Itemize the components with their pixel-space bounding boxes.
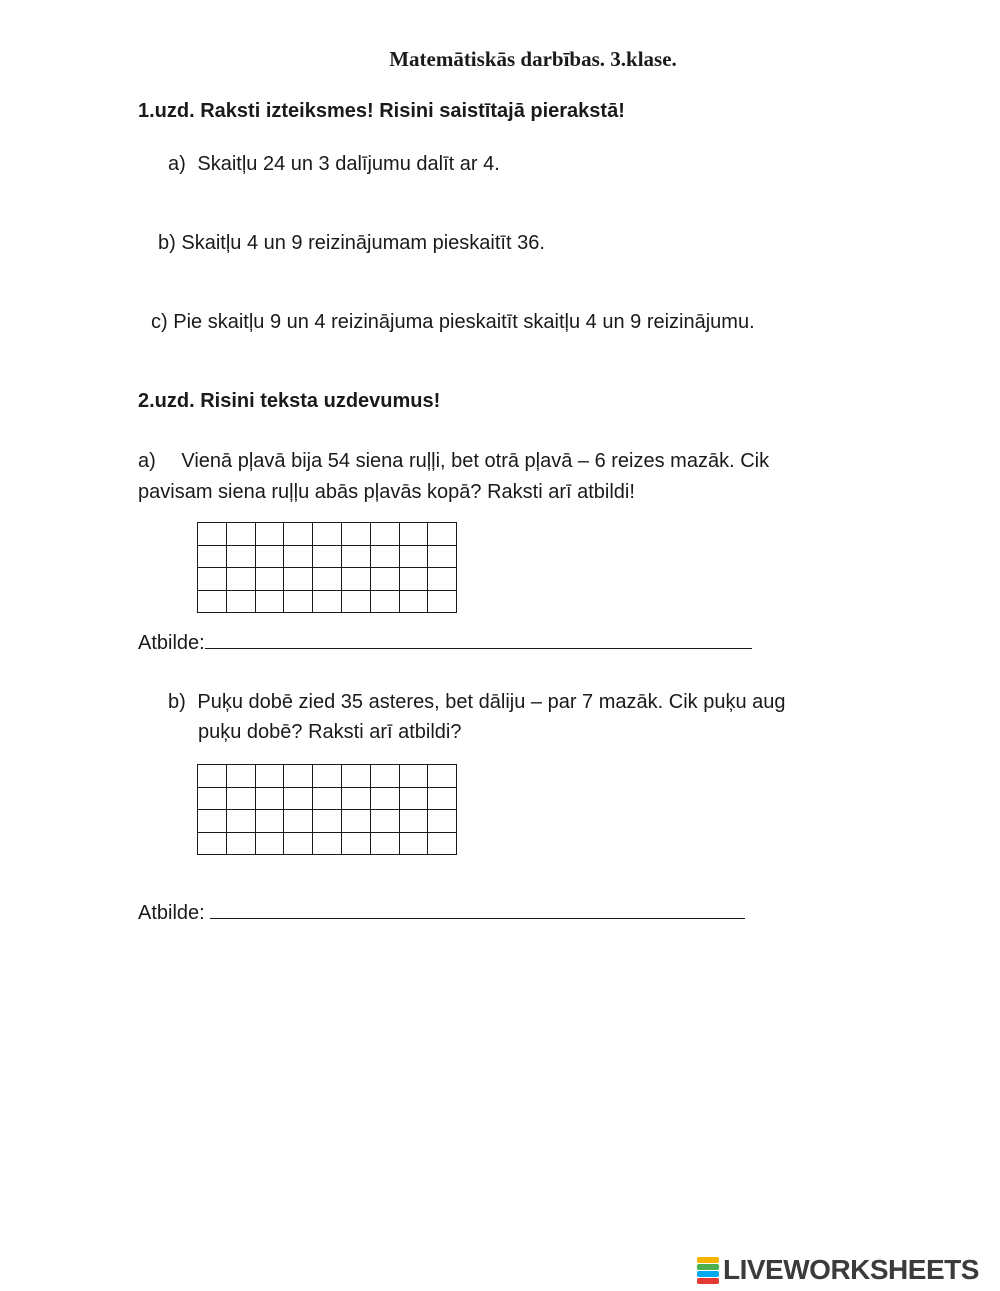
grid-cell[interactable] — [370, 832, 399, 855]
grid-cell[interactable] — [198, 523, 227, 546]
grid-row — [198, 568, 457, 591]
grid-cell[interactable] — [399, 590, 428, 613]
task2-a-line1-text: Vienā pļavā bija 54 siena ruļļi, bet otrā pļavā – 6 reizes mazāk. Cik — [181, 450, 770, 472]
grid-cell[interactable] — [341, 545, 370, 568]
answer-a-line[interactable] — [205, 648, 752, 649]
logo-block-4 — [697, 1278, 719, 1284]
task2-a-line2: pavisam siena ruļļu abās pļavās kopā? Raksti arī atbildi! — [138, 481, 635, 503]
grid-cell[interactable] — [313, 523, 342, 546]
task2-b-line1-text: Puķu dobē zied 35 asteres, bet dāliju – par 7 mazāk. Cik puķu aug — [197, 691, 786, 713]
grid-cell[interactable] — [399, 523, 428, 546]
grid-cell[interactable] — [313, 545, 342, 568]
logo-block-3 — [697, 1271, 719, 1277]
grid-cell[interactable] — [313, 787, 342, 810]
grid-cell[interactable] — [226, 787, 255, 810]
grid-cell[interactable] — [255, 568, 284, 591]
grid-cell[interactable] — [370, 523, 399, 546]
grid-cell[interactable] — [255, 545, 284, 568]
grid-cell[interactable] — [198, 765, 227, 788]
page-title: Matemātiskās darbības. 3.klase. — [389, 47, 677, 71]
grid-cell[interactable] — [370, 590, 399, 613]
grid-cell[interactable] — [198, 810, 227, 833]
grid-cell[interactable] — [313, 765, 342, 788]
grid-row — [198, 787, 457, 810]
grid-cell[interactable] — [198, 590, 227, 613]
grid-cell[interactable] — [198, 545, 227, 568]
grid-cell[interactable] — [428, 787, 457, 810]
answer-b-label: Atbilde: — [138, 902, 211, 924]
logo-block-2 — [697, 1264, 719, 1270]
grid-cell[interactable] — [313, 568, 342, 591]
task2-b-line1 — [168, 691, 786, 714]
grid-cell[interactable] — [284, 765, 313, 788]
grid-cell[interactable] — [428, 590, 457, 613]
grid-cell[interactable] — [226, 545, 255, 568]
grid-cell[interactable] — [313, 810, 342, 833]
grid-cell[interactable] — [370, 545, 399, 568]
task2-b-line2: puķu dobē? Raksti arī atbildi? — [198, 721, 462, 743]
grid-cell[interactable] — [341, 765, 370, 788]
answer-a — [138, 632, 752, 655]
task2-heading: 2.uzd. Risini teksta uzdevumus! — [138, 390, 441, 412]
grid-row — [198, 810, 457, 833]
grid-row — [198, 523, 457, 546]
grid-row — [198, 832, 457, 855]
grid-cell[interactable] — [284, 545, 313, 568]
grid-cell[interactable] — [226, 832, 255, 855]
task1-item-b-text: Skaitļu 4 un 9 reizinājumam pieskaitīt 36. — [181, 232, 545, 254]
grid-cell[interactable] — [284, 523, 313, 546]
task1-item-b — [158, 232, 545, 255]
grid-cell[interactable] — [284, 787, 313, 810]
grid-cell[interactable] — [341, 590, 370, 613]
grid-cell[interactable] — [255, 765, 284, 788]
grid-cell[interactable] — [370, 810, 399, 833]
grid-cell[interactable] — [341, 523, 370, 546]
grid-row — [198, 765, 457, 788]
grid-cell[interactable] — [313, 832, 342, 855]
grid-cell[interactable] — [226, 590, 255, 613]
grid-cell[interactable] — [399, 787, 428, 810]
grid-cell[interactable] — [399, 765, 428, 788]
grid-cell[interactable] — [428, 765, 457, 788]
answer-b — [138, 902, 745, 925]
task1-item-b-marker: b) — [158, 232, 176, 254]
answer-a-label: Atbilde: — [138, 632, 205, 654]
grid-cell[interactable] — [255, 810, 284, 833]
grid-cell[interactable] — [255, 590, 284, 613]
grid-cell[interactable] — [255, 787, 284, 810]
grid-cell[interactable] — [399, 545, 428, 568]
logo-block-1 — [697, 1257, 719, 1263]
grid-cell[interactable] — [198, 787, 227, 810]
grid-cell[interactable] — [226, 810, 255, 833]
liveworksheets-logo-mark-icon — [697, 1256, 719, 1284]
task1-item-c — [151, 311, 755, 334]
grid-cell[interactable] — [226, 765, 255, 788]
grid-cell[interactable] — [428, 568, 457, 591]
grid-cell[interactable] — [370, 765, 399, 788]
task1-item-a-marker: a) — [168, 153, 186, 175]
grid-cell[interactable] — [428, 523, 457, 546]
task2-a-marker: a) — [138, 450, 156, 472]
task2-b-marker: b) — [168, 691, 186, 713]
grid-cell[interactable] — [284, 810, 313, 833]
grid-cell[interactable] — [428, 545, 457, 568]
task1-item-a-text: Skaitļu 24 un 3 dalījumu dalīt ar 4. — [197, 153, 500, 175]
grid-cell[interactable] — [428, 810, 457, 833]
grid-cell[interactable] — [370, 787, 399, 810]
grid-cell[interactable] — [399, 568, 428, 591]
grid-cell[interactable] — [284, 832, 313, 855]
grid-cell[interactable] — [341, 568, 370, 591]
grid-cell[interactable] — [198, 832, 227, 855]
work-grid-b[interactable] — [197, 764, 457, 855]
grid-cell[interactable] — [341, 832, 370, 855]
grid-cell[interactable] — [255, 832, 284, 855]
grid-cell[interactable] — [226, 568, 255, 591]
grid-cell[interactable] — [399, 810, 428, 833]
work-grid-a[interactable] — [197, 522, 457, 613]
grid-cell[interactable] — [284, 590, 313, 613]
grid-cell[interactable] — [198, 568, 227, 591]
liveworksheets-logo-text: LIVEWORKSHEETS — [723, 1254, 979, 1285]
grid-cell[interactable] — [255, 523, 284, 546]
grid-cell[interactable] — [313, 590, 342, 613]
grid-cell[interactable] — [284, 568, 313, 591]
grid-row — [198, 545, 457, 568]
task2-a-line1 — [138, 450, 769, 473]
grid-cell[interactable] — [370, 568, 399, 591]
task1-heading: 1.uzd. Raksti izteiksmes! Risini saistītajā pierakstā! — [138, 100, 625, 122]
grid-cell[interactable] — [341, 810, 370, 833]
task1-item-a — [168, 153, 500, 176]
liveworksheets-logo — [697, 1254, 979, 1286]
grid-cell[interactable] — [226, 523, 255, 546]
grid-row — [198, 590, 457, 613]
task1-item-c-marker: c) — [151, 311, 168, 333]
grid-cell[interactable] — [399, 832, 428, 855]
grid-cell[interactable] — [341, 787, 370, 810]
task1-item-c-text: Pie skaitļu 9 un 4 reizinājuma pieskaitīt skaitļu 4 un 9 reizinājumu. — [173, 311, 755, 333]
grid-cell[interactable] — [428, 832, 457, 855]
answer-b-line[interactable] — [210, 918, 745, 919]
